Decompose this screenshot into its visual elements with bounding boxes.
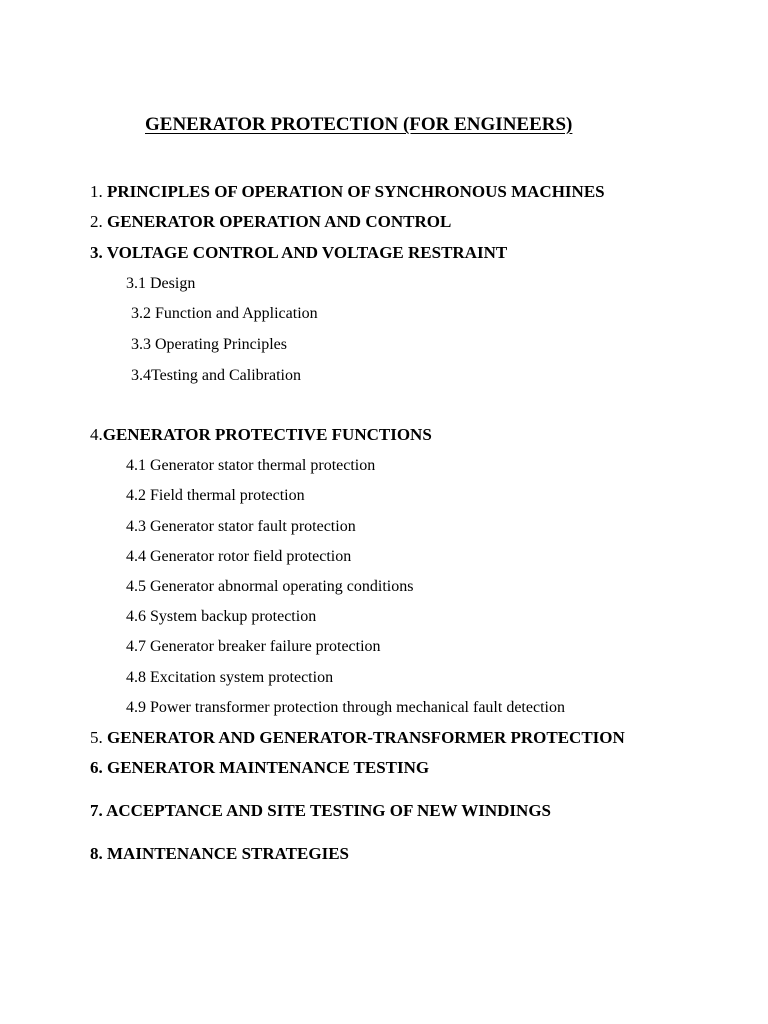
subsection-4-9: 4.9 Power transformer protection through mechanical fault detection xyxy=(126,699,565,716)
section-4 xyxy=(90,425,432,445)
document-title: GENERATOR PROTECTION (FOR ENGINEERS) xyxy=(145,114,573,135)
section-number: 3. xyxy=(90,243,103,262)
subsection-4-7: 4.7 Generator breaker failure protection xyxy=(126,638,381,655)
section-3 xyxy=(90,243,507,263)
subsection-4-3: 4.3 Generator stator fault protection xyxy=(126,518,356,535)
subsection-3-3: 3.3 Operating Principles xyxy=(131,336,287,353)
section-number: 2. xyxy=(90,212,103,231)
section-7 xyxy=(90,801,551,821)
section-6 xyxy=(90,758,429,778)
subsection-4-1: 4.1 Generator stator thermal protection xyxy=(126,457,376,474)
section-number: 8. xyxy=(90,844,103,863)
section-number: 5. xyxy=(90,728,103,747)
section-heading: MAINTENANCE STRATEGIES xyxy=(107,844,349,863)
section-heading: VOLTAGE CONTROL AND VOLTAGE RESTRAINT xyxy=(106,243,508,262)
subsection-3-1: 3.1 Design xyxy=(126,275,196,292)
section-number: 7. xyxy=(90,801,103,820)
section-number: 6. xyxy=(90,758,103,777)
subsection-3-4: 3.4Testing and Calibration xyxy=(131,367,301,384)
subsection-4-6: 4.6 System backup protection xyxy=(126,608,317,625)
section-heading: ACCEPTANCE AND SITE TESTING OF NEW WINDINGS xyxy=(106,801,552,820)
section-heading: GENERATOR AND GENERATOR-TRANSFORMER PROTECTION xyxy=(107,728,625,747)
section-number: 1. xyxy=(90,182,103,201)
section-1 xyxy=(90,182,605,202)
section-2 xyxy=(90,212,451,232)
section-heading: GENERATOR PROTECTIVE FUNCTIONS xyxy=(102,425,432,444)
section-5 xyxy=(90,728,625,748)
section-8 xyxy=(90,844,349,864)
section-heading: GENERATOR MAINTENANCE TESTING xyxy=(107,758,430,777)
section-heading: GENERATOR OPERATION AND CONTROL xyxy=(107,212,452,231)
subsection-3-2: 3.2 Function and Application xyxy=(131,305,318,322)
subsection-4-8: 4.8 Excitation system protection xyxy=(126,669,334,686)
section-heading: PRINCIPLES OF OPERATION OF SYNCHRONOUS MACHINES xyxy=(107,182,605,201)
subsection-4-4: 4.4 Generator rotor field protection xyxy=(126,548,352,565)
subsection-4-2: 4.2 Field thermal protection xyxy=(126,487,305,504)
subsection-4-5: 4.5 Generator abnormal operating conditions xyxy=(126,578,414,595)
section-number: 4. xyxy=(90,425,103,444)
